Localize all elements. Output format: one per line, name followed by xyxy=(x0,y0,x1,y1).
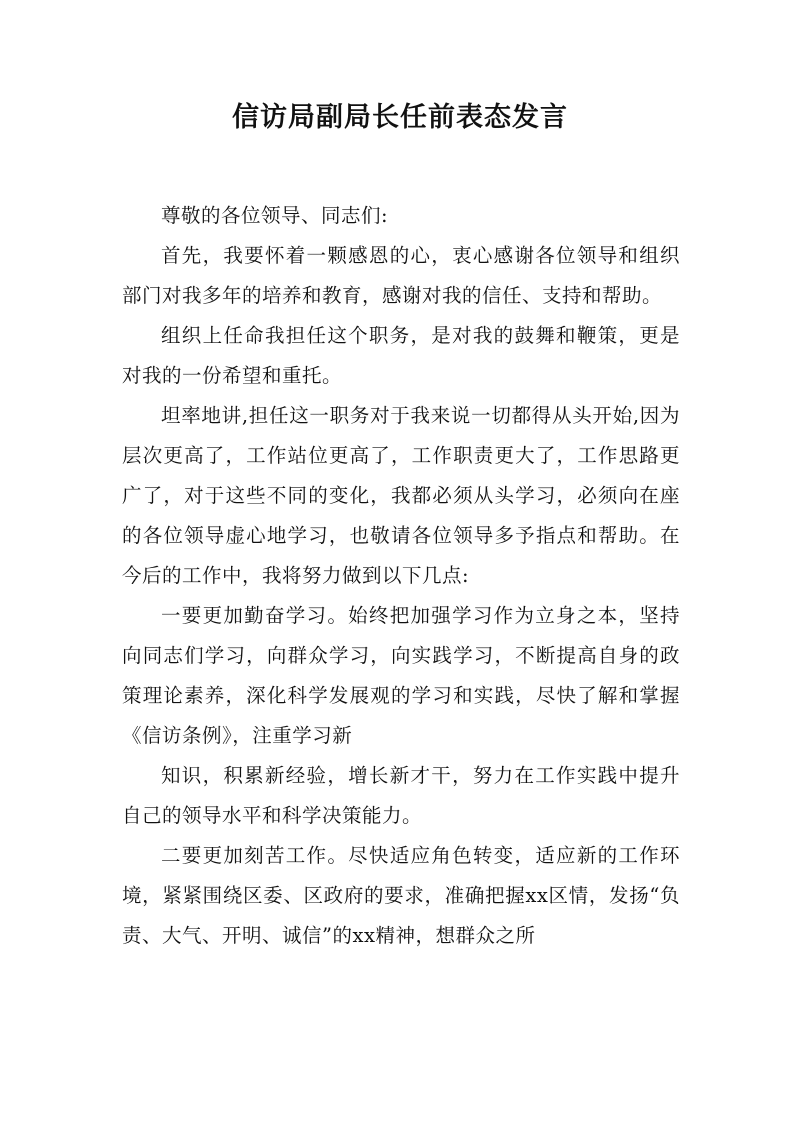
paragraph-appointment: 组织上任命我担任这个职务，是对我的鼓舞和鞭策，更是对我的一份希望和重托。 xyxy=(122,324,680,387)
paragraph-gratitude: 首先，我要怀着一颗感恩的心，衷心感谢各位领导和组织部门对我多年的培养和教育，感谢对我的信任、支持和帮助。 xyxy=(122,244,680,307)
paragraph-work: 二要更加刻苦工作。尽快适应角色转变，适应新的工作环境，紧紧围绕区委、区政府的要求，准确把握xx区情，发扬“负责、大气、开明、诚信”的xx精神，想群众之所 xyxy=(122,844,680,947)
paragraph-study: 一要更加勤奋学习。始终把加强学习作为立身之本，坚持向同志们学习，向群众学习，向实践学习，不断提高自身的政策理论素养，深化科学发展观的学习和实践，尽快了解和掌握《信访条例》，注重学习新 xyxy=(122,604,680,747)
document-body xyxy=(122,196,680,956)
paragraph-candid: 坦率地讲,担任这一职务对于我来说一切都得从头开始,因为层次更高了，工作站位更高了，工作职责更大了，工作思路更广了，对于这些不同的变化，我都必须从头学习，必须向在座的各位领导虚心地学习，也敬请各位领导多予指点和帮助。在今后的工作中，我将努力做到以下几点: xyxy=(122,404,680,587)
document-title: 信访局副局长任前表态发言 xyxy=(232,102,568,133)
paragraph-knowledge: 知识，积累新经验，增长新才干，努力在工作实践中提升自己的领导水平和科学决策能力。 xyxy=(122,764,680,827)
greeting-line: 尊敬的各位领导、同志们: xyxy=(161,204,389,227)
